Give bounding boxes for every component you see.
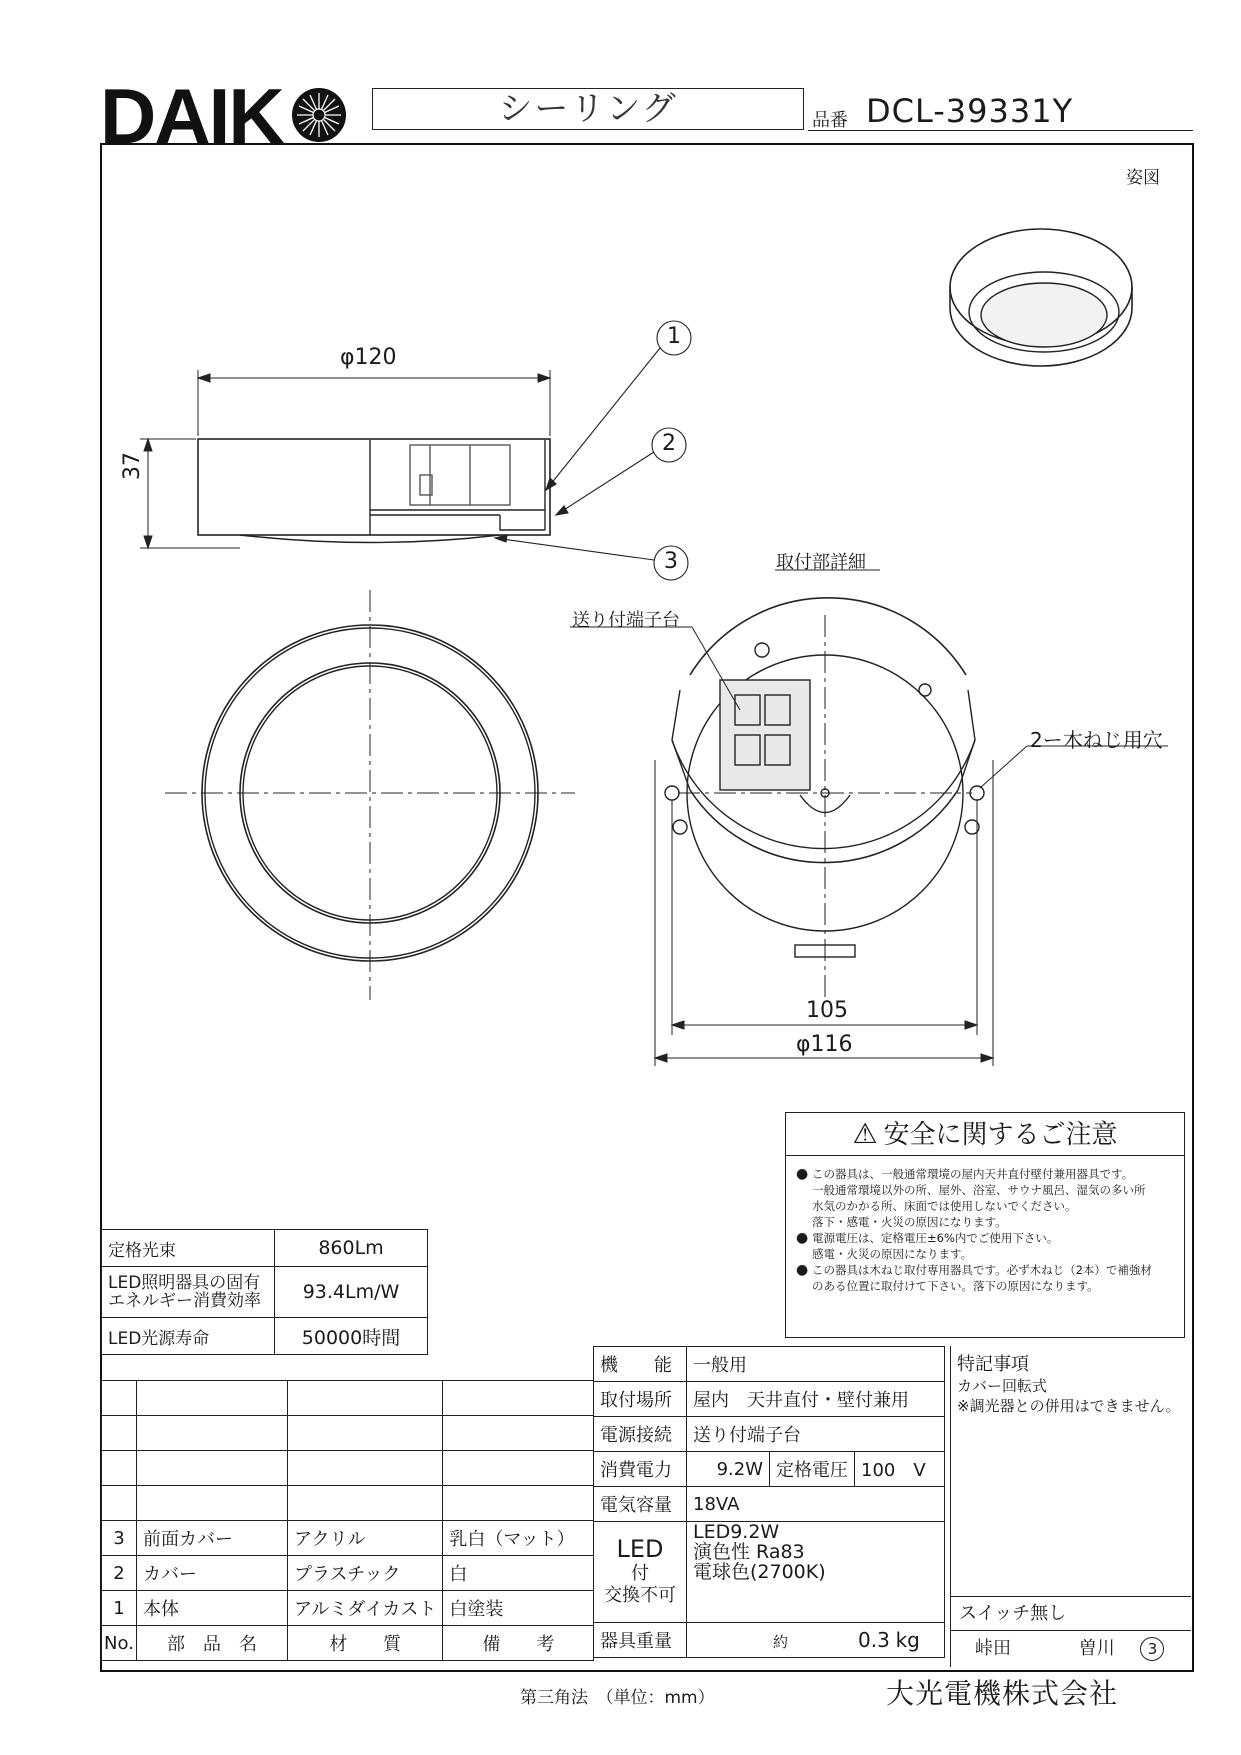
perspective-view <box>950 229 1132 366</box>
safety-line: 感電・火災の原因になります。 <box>812 1247 973 1261</box>
dim-diameter-120: φ120 <box>340 345 397 370</box>
safety-line: 落下・感電・火災の原因になります。 <box>812 1215 1007 1229</box>
led-label: LED 付 交換不可 <box>594 1522 687 1623</box>
safety-title: ⚠ 安全に関するご注意 <box>786 1113 1184 1156</box>
capacity-value: 18VA <box>687 1487 945 1522</box>
rated-voltage-label: 定格電圧 <box>770 1452 855 1487</box>
bullet-icon: ● <box>796 1262 809 1278</box>
power-conn-label: 電源接続 <box>594 1417 687 1452</box>
signer-1: 峠田 <box>975 1638 1011 1659</box>
install-label: 取付場所 <box>594 1382 687 1417</box>
table-row: 2 カバー プラスチック 白 <box>102 1556 594 1591</box>
led-value: LED9.2W 演色性 Ra83 電球色(2700K) <box>687 1522 945 1623</box>
signature-row <box>950 1630 1191 1667</box>
weight-value: 約 0.3 kg <box>687 1623 945 1658</box>
parts-table <box>101 1380 594 1661</box>
consumption-label: 消費電力 <box>594 1452 687 1487</box>
notes-area <box>950 1346 1189 1596</box>
terminal-label: 送り付端子台 <box>572 610 680 631</box>
rated-flux-label: 定格光束 <box>102 1230 275 1267</box>
dim-height-37: 37 <box>120 452 145 480</box>
signer-2: 曽川 <box>1078 1638 1115 1659</box>
safety-line: のある位置に取付けて下さい。落下の原因になります。 <box>812 1279 1099 1293</box>
capacity-label: 電気容量 <box>594 1487 687 1522</box>
efficacy-label: LED照明器具の固有 エネルギー消費効率 <box>102 1267 275 1318</box>
parts-header-row: No. 部 品 名 材 質 備 考 <box>102 1626 594 1661</box>
company-name: 大光電機株式会社 <box>886 1677 1119 1710</box>
rated-voltage-value: 100 V <box>855 1452 945 1487</box>
notes-line: カバー回転式 <box>957 1377 1048 1395</box>
rated-flux-value: 860Lm <box>275 1230 428 1267</box>
callout-3: 3 <box>664 549 678 574</box>
safety-line: 水気のかかる所、床面では使用しないでください。 <box>812 1199 1077 1213</box>
bullet-icon: ● <box>796 1230 809 1246</box>
side-view <box>198 439 550 543</box>
projection-method: 第三角法 （単位：mm） <box>520 1688 715 1708</box>
warning-triangle-icon: ⚠ <box>852 1117 878 1150</box>
life-value: 50000時間 <box>275 1318 428 1355</box>
function-value: 一般用 <box>687 1347 945 1382</box>
product-type-box: シーリング <box>372 88 804 130</box>
brand-logo: DAIK <box>100 72 283 160</box>
table-row: 1 本体 アルミダイカスト 白塗装 <box>102 1591 594 1626</box>
safety-line: 一般通常環境以外の所、屋外、浴室、サウナ風呂、湿気の多い所 <box>812 1183 1146 1197</box>
efficacy-value: 93.4Lm/W <box>275 1267 428 1318</box>
safety-line: 電源電圧は、定格電圧±6%内でご使用下さい。 <box>812 1231 1059 1245</box>
shape-label: 姿図 <box>1126 168 1160 188</box>
notes-line: ※調光器との併用はできません。 <box>957 1397 1181 1415</box>
safety-line: この器具は木ねじ取付専用器具です。必ず木ねじ（2本）で補強材 <box>812 1263 1152 1277</box>
part-number: DCL-39331Y <box>866 92 1074 130</box>
bullet-icon: ● <box>796 1166 809 1182</box>
callout-2: 2 <box>662 431 676 456</box>
install-value: 屋内 天井直付・壁付兼用 <box>687 1382 945 1417</box>
luminous-table <box>101 1229 428 1355</box>
safety-notice <box>785 1112 1185 1338</box>
switch-note: スイッチ無し <box>950 1596 1191 1631</box>
callout-1: 1 <box>667 324 681 349</box>
part-number-label: 品番 <box>812 110 848 131</box>
spec-table <box>593 1346 945 1658</box>
revision-mark: 3 <box>1140 1637 1164 1661</box>
dim-diameter-116: φ116 <box>796 1032 853 1057</box>
life-label: LED光源寿命 <box>102 1318 275 1355</box>
function-label: 機 能 <box>594 1347 687 1382</box>
power-conn-value: 送り付端子台 <box>687 1417 945 1452</box>
screw-hole-label: 2ー木ねじ用穴 <box>1030 728 1163 752</box>
safety-line: この器具は、一般通常環境の屋内天井直付壁付兼用器具です。 <box>812 1167 1134 1181</box>
dim-105: 105 <box>806 998 848 1023</box>
table-row: 3 前面カバー アクリル 乳白（マット） <box>102 1521 594 1556</box>
mount-detail-label: 取付部詳細 <box>776 552 866 573</box>
mount-detail-view <box>665 598 984 1000</box>
notes-head: 特記事項 <box>957 1354 1029 1375</box>
weight-label: 器具重量 <box>594 1623 687 1658</box>
consumption-value: 9.2W <box>687 1452 770 1487</box>
